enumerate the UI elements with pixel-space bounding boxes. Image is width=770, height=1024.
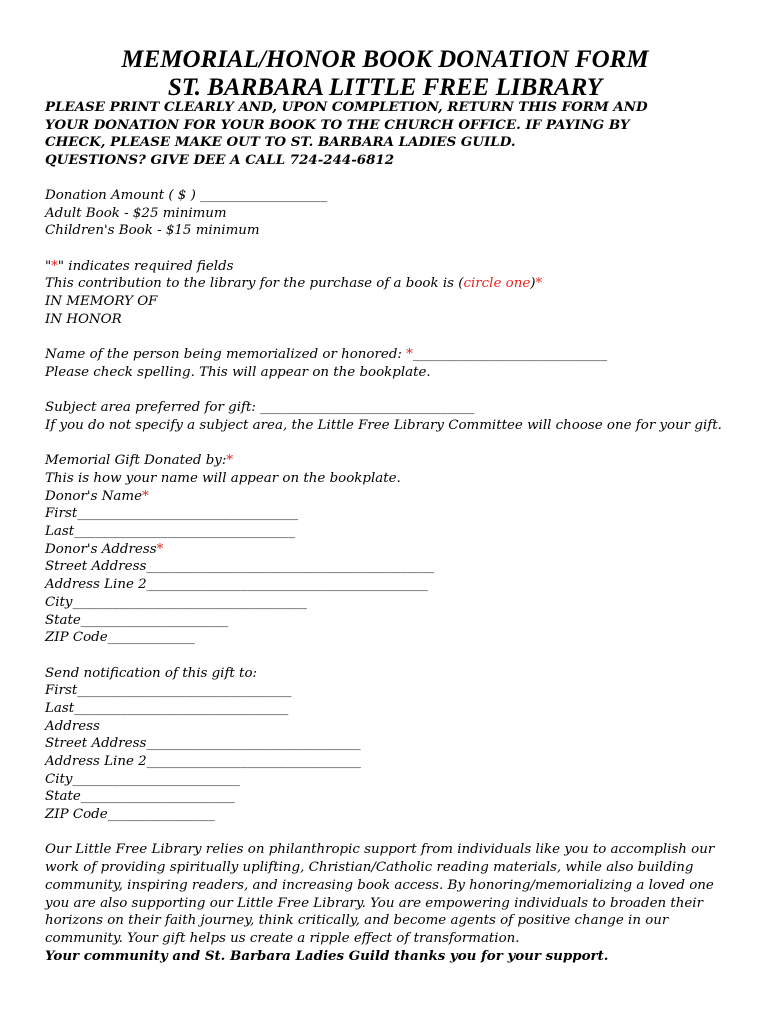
notify-zip-field[interactable]: ZIP Code________________ [45,807,215,823]
contact-line: QUESTIONS? GIVE DEE A CALL 724-244-6812 [45,151,395,168]
notification-heading: Send notification of this gift to: [45,665,258,681]
notify-first-name-field[interactable]: First________________________________ [45,683,292,699]
required-fields-note: "*" indicates required fields [45,258,234,274]
donor-address-line2-field[interactable]: Address Line 2__________________________________________ [45,577,428,593]
library-name: ST. BARBARA LITTLE FREE LIBRARY [167,74,603,101]
donor-section-heading: Memorial Gift Donated by:* [45,453,234,469]
donor-name-label: Donor's Name* [45,488,149,504]
thank-you-line: Your community and St. Barbara Ladies Guild thanks you for your support. [45,947,609,964]
donor-address-label: Donor's Address* [45,541,164,557]
spelling-note: Please check spelling. This will appear on the bookplate. [45,364,431,380]
closing-paragraph: Our Little Free Library relies on philanthropic support from individuals like you to accomplish our work of providing spiritually uplifting, Christian/Catholic reading materials, while also building community, inspiring readers, and increasing book access. By honoring/memorializing a loved one you are also supporting our Little Free Library. You are empowering individuals to broaden their horizons on their faith journey, think critically, and become agents of positive change in our community. Your gift helps us create a ripple effect of transformation. [45,842,715,946]
notify-street-field[interactable]: Street Address________________________________ [45,736,361,752]
form-title: MEMORIAL/HONOR BOOK DONATION FORM [121,46,649,73]
instructions-block [45,99,745,169]
donor-last-name-field[interactable]: Last_________________________________ [45,524,296,540]
instruction-line: PLEASE PRINT CLEARLY AND, UPON COMPLETION, RETURN THIS FORM AND [45,99,648,115]
option-in-memory-of[interactable]: IN MEMORY OF [45,294,158,310]
required-star: * [51,258,58,274]
notify-city-field[interactable]: City_________________________ [45,771,240,787]
required-star: * [535,276,543,292]
required-star: * [226,453,234,469]
option-in-honor[interactable]: IN HONOR [45,311,122,327]
donor-city-field[interactable]: City___________________________________ [45,594,307,610]
required-star: * [406,347,413,363]
notify-state-field[interactable]: State_______________________ [45,789,235,805]
donor-zip-field[interactable]: ZIP Code_____________ [45,630,195,646]
required-star: * [156,541,164,557]
instruction-line: YOUR DONATION FOR YOUR BOOK TO THE CHURCH OFFICE. IF PAYING BY [45,116,630,133]
notify-address-label: Address [45,718,100,734]
form-body [45,187,735,965]
subject-area-note: If you do not specify a subject area, the Little Free Library Committee will choose one for your gift. [45,417,722,433]
circle-one-hint: circle one [463,276,531,292]
bookplate-note: This is how your name will appear on the bookplate. [45,471,401,486]
honoree-name-field[interactable]: Name of the person being memorialized or honored: *_____________________________ [45,347,608,363]
required-star: * [142,488,149,504]
contribution-type-label: This contribution to the library for the purchase of a book is (circle one)* [45,276,543,292]
donor-street-field[interactable]: Street Address___________________________________________ [45,559,435,575]
childrens-book-minimum: Children's Book - $15 minimum [45,223,260,239]
adult-book-minimum: Adult Book - $25 minimum [45,205,227,221]
instruction-line: CHECK, PLEASE MAKE OUT TO ST. BARBARA LADIES GUILD. [45,134,516,151]
notify-last-name-field[interactable]: Last________________________________ [45,700,289,716]
donor-first-name-field[interactable]: First_________________________________ [45,506,299,522]
notify-address-line2-field[interactable]: Address Line 2________________________________ [45,754,361,769]
donation-amount-field[interactable]: Donation Amount ( $ ) ___________________ [45,188,328,203]
subject-area-field[interactable]: Subject area preferred for gift: ________________________________ [45,400,475,416]
donor-state-field[interactable]: State______________________ [45,612,229,628]
